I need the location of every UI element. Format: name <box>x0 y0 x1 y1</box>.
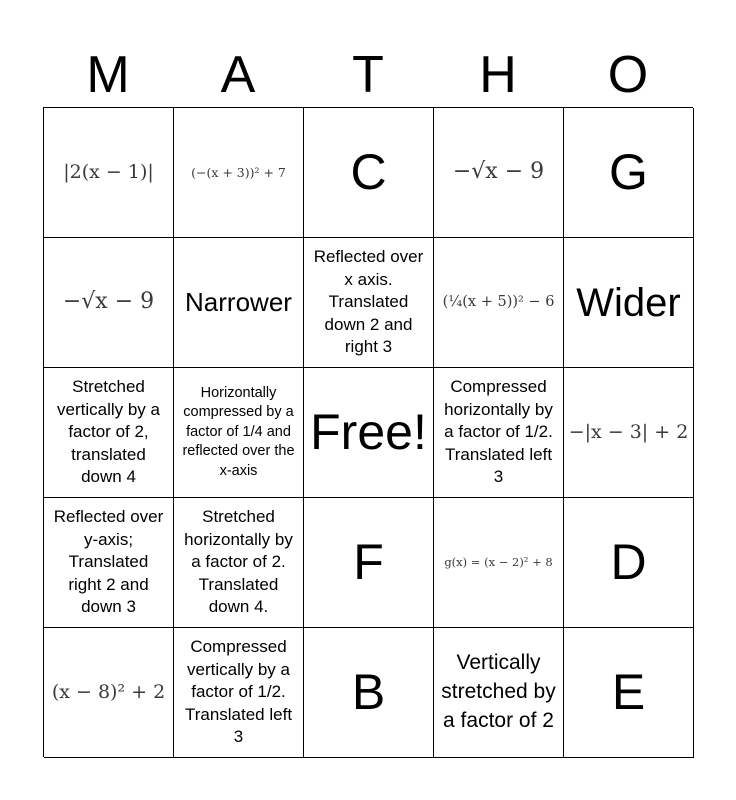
bingo-cell[interactable] <box>434 368 564 498</box>
bingo-cell[interactable] <box>304 498 434 628</box>
cell-math-expression: −|x − 3| + 2 <box>568 421 689 444</box>
cell-math-expression: (x − 8)² + 2 <box>51 681 166 704</box>
cell-text: Wider <box>576 280 681 325</box>
bingo-cell[interactable] <box>564 628 694 758</box>
header-letter-h: H <box>479 46 517 104</box>
bingo-cell[interactable] <box>174 628 304 758</box>
cell-math-expression: (¼(x + 5))² − 6 <box>442 293 555 310</box>
bingo-cell[interactable] <box>564 108 694 238</box>
bingo-cell[interactable] <box>434 628 564 758</box>
cell-math-expression: −√x − 9 <box>452 159 545 185</box>
cell-text: G <box>609 144 648 200</box>
cell-text: F <box>353 534 384 590</box>
bingo-cell[interactable] <box>304 238 434 368</box>
bingo-cell[interactable] <box>44 498 174 628</box>
bingo-cell[interactable] <box>44 368 174 498</box>
bingo-cell[interactable] <box>434 238 564 368</box>
cell-math-expression: g(x) = (x − 2)² + 8 <box>444 554 553 569</box>
bingo-cell[interactable] <box>44 108 174 238</box>
cell-text: Horizontally compressed by a factor of 1/4 and reflected over the x-axis <box>182 384 295 479</box>
bingo-cell[interactable] <box>44 238 174 368</box>
bingo-cell[interactable] <box>304 628 434 758</box>
cell-text: Stretched horizontally by a factor of 2. Translated down 4. <box>184 506 293 617</box>
cell-text: E <box>611 664 646 720</box>
bingo-cell[interactable] <box>174 238 304 368</box>
cell-text: C <box>350 144 387 200</box>
header-letter-a: A <box>220 46 256 104</box>
bingo-cell[interactable] <box>174 498 304 628</box>
bingo-grid <box>43 107 693 757</box>
cell-math-expression: −√x − 9 <box>62 289 155 315</box>
bingo-cell[interactable] <box>434 108 564 238</box>
bingo-cell[interactable] <box>434 498 564 628</box>
bingo-cell[interactable] <box>564 238 694 368</box>
bingo-cell[interactable] <box>174 368 304 498</box>
cell-math-expression: |2(x − 1)| <box>63 161 154 184</box>
cell-text: Compressed horizontally by a factor of 1/2. Translated left 3 <box>444 376 553 487</box>
cell-text: Narrower <box>185 287 292 318</box>
header-letter-m: M <box>86 46 130 104</box>
cell-text: Reflected over x axis. Translated down 2 and right 3 <box>313 246 424 357</box>
cell-text: Vertically stretched by a factor of 2 <box>441 651 556 732</box>
cell-text: B <box>351 664 386 720</box>
cell-text: Stretched vertically by a factor of 2, translated down 4 <box>57 376 160 487</box>
bingo-cell[interactable] <box>304 108 434 238</box>
header-letter-t: T <box>352 46 384 104</box>
bingo-cell[interactable] <box>174 108 304 238</box>
cell-math-expression: (−(x + 3))² + 7 <box>191 165 286 180</box>
cell-text: D <box>610 534 647 590</box>
header-letter-o: O <box>607 46 649 104</box>
bingo-cell[interactable] <box>44 628 174 758</box>
bingo-cell[interactable] <box>304 368 434 498</box>
bingo-cell[interactable] <box>564 368 694 498</box>
bingo-header <box>43 44 693 106</box>
bingo-cell[interactable] <box>564 498 694 628</box>
cell-text: Free! <box>310 404 427 460</box>
cell-text: Compressed vertically by a factor of 1/2. Translated left 3 <box>184 636 293 747</box>
cell-text: Reflected over y-axis; Translated right 2 and down 3 <box>53 506 164 617</box>
